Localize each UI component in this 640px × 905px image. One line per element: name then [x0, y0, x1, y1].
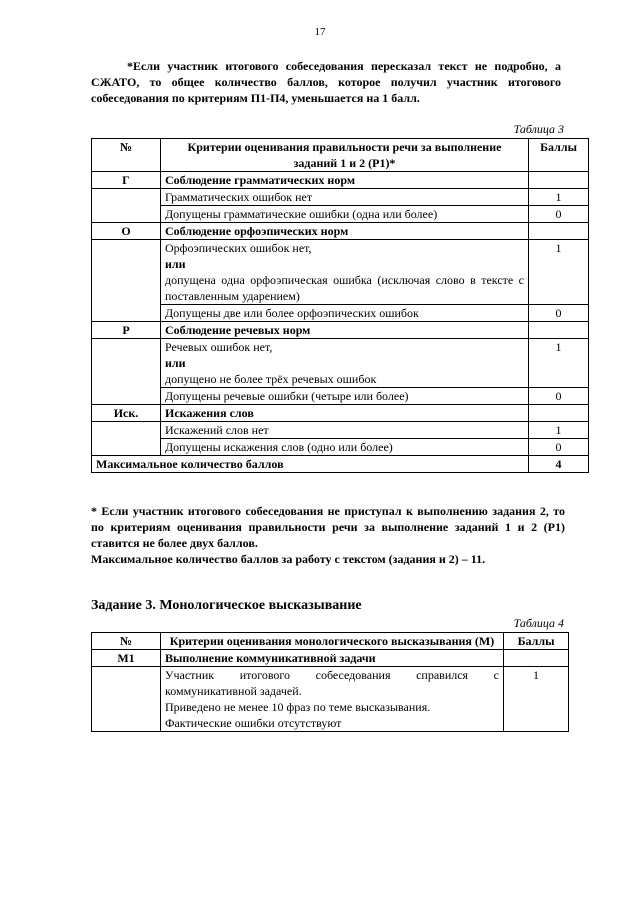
score-cell: 1: [529, 339, 589, 388]
section-code: Иск.: [92, 405, 161, 422]
table4: [91, 632, 569, 732]
section-title: Соблюдение речевых норм: [161, 322, 529, 339]
max-label: Максимальное количество баллов: [92, 456, 529, 473]
empty-cell: [92, 189, 161, 223]
section-row: [92, 223, 589, 240]
criterion-text: [161, 339, 529, 388]
score-cell: 0: [529, 388, 589, 405]
empty-cell: [529, 172, 589, 189]
criterion-text: Искажений слов нет: [161, 422, 529, 439]
header-criteria: Критерии оценивания правильности речи за выполнение заданий 1 и 2 (Р1)*: [161, 139, 529, 172]
empty-cell: [92, 667, 161, 732]
section-title: Выполнение коммуникативной задачи: [161, 650, 504, 667]
max-row: [92, 456, 589, 473]
table-row: [92, 189, 589, 206]
criterion-text: Допущены искажения слов (одно или более): [161, 439, 529, 456]
score-cell: 1: [504, 667, 569, 732]
note-bottom: * Если участник итогового собеседования не приступал к выполнению задания 2, то по критериям оценивания правильности речи за выполнение заданий 1 и 2 (Р1) ставится не более двух баллов.: [91, 504, 565, 550]
criterion-text: Грамматических ошибок нет: [161, 189, 529, 206]
table3: [91, 138, 589, 473]
empty-cell: [92, 422, 161, 456]
header-criteria: Критерии оценивания монологического высказывания (М): [161, 633, 504, 650]
max-value: 4: [529, 456, 589, 473]
empty-cell: [504, 650, 569, 667]
table-row: [92, 388, 589, 405]
criterion-text: Допущены грамматические ошибки (одна или более): [161, 206, 529, 223]
note-top: *Если участник итогового собеседования пересказал текст не подробно, а СЖАТО, то общее количество баллов, которое получил участник итогового собеседования по критериям П1-П4, уменьшается на 1 балл.: [91, 59, 561, 105]
empty-cell: [529, 322, 589, 339]
score-cell: 0: [529, 439, 589, 456]
criterion-line: Речевых ошибок нет,: [165, 340, 273, 354]
criterion-text: [161, 667, 504, 732]
table3-header-row: [92, 139, 589, 172]
section-title: Соблюдение орфоэпических норм: [161, 223, 529, 240]
section-code: Г: [92, 172, 161, 189]
section-row: [92, 172, 589, 189]
criterion-line: допущена одна орфоэпическая ошибка (исключая слово в тексте с поставленным ударением): [165, 273, 524, 303]
header-num: №: [92, 139, 161, 172]
criterion-line: Участник итогового собеседования справился с коммуникативной задачей.: [165, 668, 499, 698]
section-row: [92, 405, 589, 422]
criterion-text: [161, 240, 529, 305]
table-row: [92, 339, 589, 388]
table-row: [92, 439, 589, 456]
table4-header-row: [92, 633, 569, 650]
empty-cell: [529, 223, 589, 240]
section-title: Соблюдение грамматических норм: [161, 172, 529, 189]
note-max-score: Максимальное количество баллов за работу с текстом (задания и 2) – 11.: [91, 552, 486, 566]
criterion-line: Приведено не менее 10 фраз по теме высказывания.: [165, 700, 431, 714]
task3-heading: Задание 3. Монологическое высказывание: [91, 598, 362, 613]
section-title: Искажения слов: [161, 405, 529, 422]
criterion-line: Фактические ошибки отсутствуют: [165, 716, 342, 730]
section-code: Р: [92, 322, 161, 339]
table4-caption: Таблица 4: [513, 616, 564, 630]
score-cell: 0: [529, 305, 589, 322]
section-row: [92, 322, 589, 339]
page-number: 17: [314, 26, 326, 38]
criterion-text: Допущены две или более орфоэпических ошибок: [161, 305, 529, 322]
empty-cell: [92, 339, 161, 405]
table-row: [92, 422, 589, 439]
section-row: [92, 650, 569, 667]
header-points: Баллы: [529, 139, 589, 172]
score-cell: 1: [529, 189, 589, 206]
table3-caption: Таблица 3: [513, 122, 564, 136]
table-row: [92, 667, 569, 732]
table-row: [92, 305, 589, 322]
or-label: или: [165, 356, 186, 370]
score-cell: 0: [529, 206, 589, 223]
header-num: №: [92, 633, 161, 650]
criterion-line: допущено не более трёх речевых ошибок: [165, 372, 377, 386]
header-points: Баллы: [504, 633, 569, 650]
score-cell: 1: [529, 240, 589, 305]
section-code: О: [92, 223, 161, 240]
table-row: [92, 240, 589, 305]
or-label: или: [165, 257, 186, 271]
table-row: [92, 206, 589, 223]
empty-cell: [92, 240, 161, 322]
criterion-text: Допущены речевые ошибки (четыре или более): [161, 388, 529, 405]
empty-cell: [529, 405, 589, 422]
score-cell: 1: [529, 422, 589, 439]
criterion-line: Орфоэпических ошибок нет,: [165, 241, 312, 255]
section-code: М1: [92, 650, 161, 667]
